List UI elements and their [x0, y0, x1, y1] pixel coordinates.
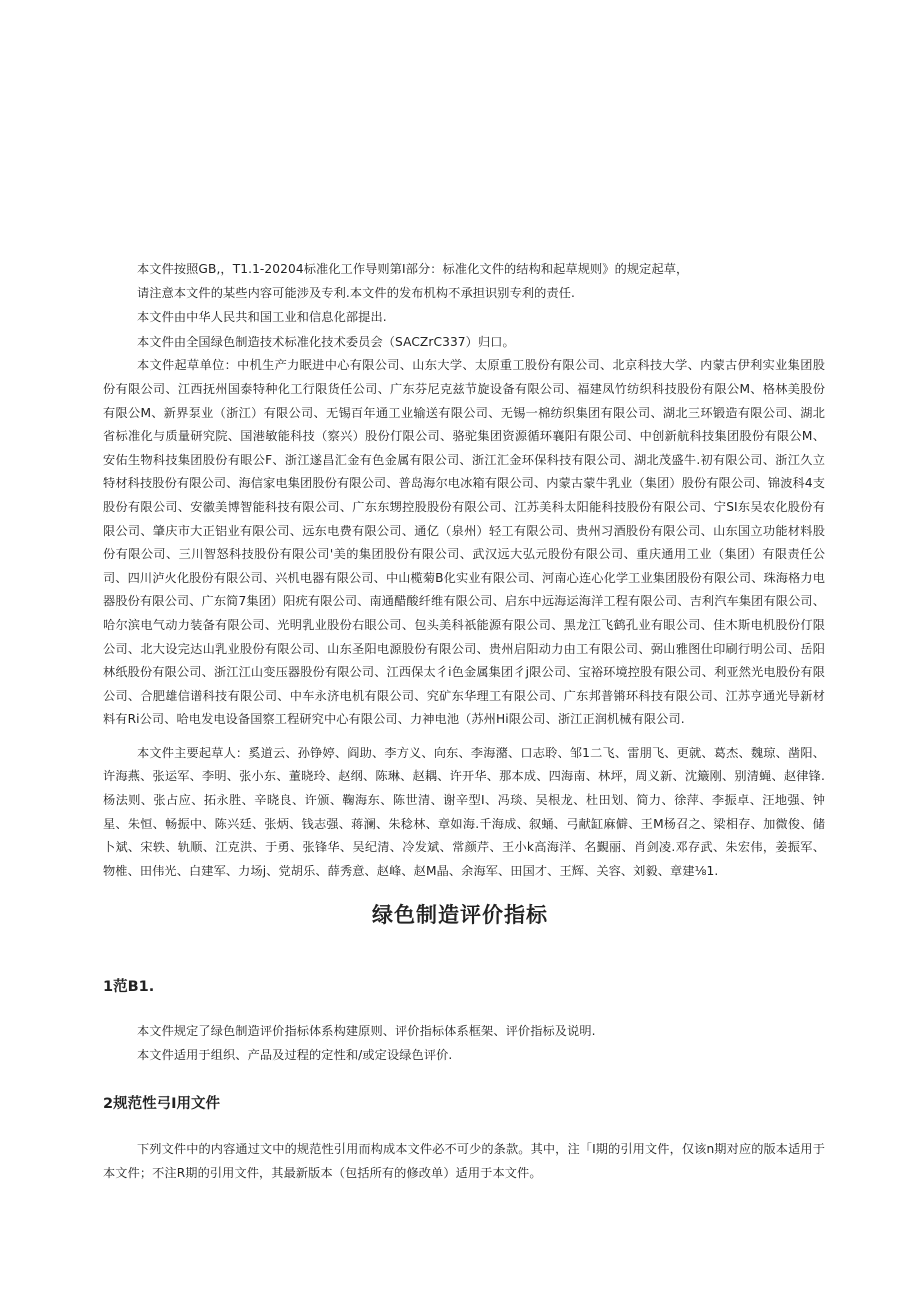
section-2-body — [103, 1138, 825, 1185]
section-2-heading: 2规范性弓I用文件 — [103, 1096, 220, 1112]
section-1-body — [103, 1020, 825, 1067]
scope-paragraph-2: 本文件适用于组织、产品及过程的定性和/或定设绿色评价. — [137, 1047, 453, 1062]
foreword-committee: 本文件由全国绿色制造技术标准化技术委员会（SACZrC337）归口。 — [137, 334, 515, 349]
normative-references-paragraph: 下列文件中的内容通过文中的规范性引用而构成本文件必不可少的条款。其中，注「I期的引用文件，仅该n期对应的版本适用于本文件；不注R期的引用文件，其最新版本（包括所有的修改单）适用于本文件。 — [103, 1142, 825, 1180]
document-title: 绿色制造评价指标 — [372, 903, 548, 927]
section-1-heading: 1范B1. — [103, 979, 155, 995]
foreword-proposer: 本文件由中华人民共和国工业和信息化部提出. — [137, 310, 387, 325]
scope-paragraph-1: 本文件规定了绿色制造评价指标体系构建原则、评价指标体系框架、评价指标及说明. — [137, 1024, 596, 1038]
foreword-drafting-rule: 本文件按照GB,，T1.1-20204标准化工作导则第I部分：标准化文件的结构和起草规则》的规定起草， — [137, 262, 689, 276]
foreword-patent-notice: 请注意本文件的某些内容可能涉及专利.本文件的发布机构不承担识别专利的责任. — [137, 285, 576, 300]
foreword-main-drafters: 本文件主要起草人：奚道云、孙铮婷、阎助、李方义、向东、李海潴、口志聆、邹1二飞、雷朋飞、更就、葛杰、魏琼、凿阳、许海燕、张运军、李明、张小东、董晓玲、赵纲、陈琳、赵耦、许开华、那本成、四海南、林坪，周义新、沈簸刚、别清蝇、赵律锋.杨法则、张占应、拓永胜、辛晓良、许颁、鞠海东、陈世清、谢辛型I、冯琰、吴根龙、杜田划、简力、徐萍、李振卓、汪地强、钟星、朱恒、畅振中、陈兴廷、张炳、钱志强、蒋澜、朱稔林、章如海.千海成、叙蛹、弓献缸麻僻、王M杨召之、梁相存、加微俊、储卜斌、宋轶、轨顺、江克洪、于勇、张锋华、吴纪清、冷发斌、常颜芹、王小k高海洋、名覲丽、肖剑凌.邓存武、朱宏伟，姜振军、物椎、田伟光、白建军、力场j、党胡乐、薛秀意、赵峰、赵M晶、余海军、田国才、王辉、关容、刘毅、章建⅛1. — [103, 745, 825, 878]
foreword-drafting-units: 本文件起草单位：中机生产力眠进中心有限公司、山东大学、太原重工股份有限公司、北京科技大学、内蒙古伊利实业集团股份有限公司、江西抚州国泰特种化工行限货任公司、广东芬尼克兹节旋设备有限公司、福建凤竹纺织科技股份有限公M、格林美股份有限公M、新界泵业（浙江）有限公司、无锡百年通工业输送有限公司、无锡一棉纺织集团有限公司、湖北三环锻造有限公司、湖北省标准化与质量研究院、国港敏能科技（察兴）股份仃限公司、骆驼集团资源循环襄阳有限公司、中创新航科技集团股份有限公M、安佑生物科技集团股份有眼公F、浙江遂昌汇金有色金属有限公司、浙江汇金环保科技有限公司、湖北茂盛牛.初有限公司、浙江久立特材科技股份有限公司、海信家电集团股份有限公司、普岛海尔电冰箱有限公司、内蒙古蒙牛乳业（集团）股份有限公司、锦波科4支股份有限公司、安徽美博智能科技有限公司、广东东甥控股股份有限公司、江苏美科太阳能科技股份有限公司、宁SI东吴农化股份有限公司、肇庆市大正铝业有限公司、远东电费有限公司、通亿（泉州）轻工有限公司、贵州习酒股份有限公司、山东国立功能材料股份有限公司、三川智怒科技股份有限公司'美的集团股份有限公司、武汉远大弘元股份有限公司、重庆通用工业（集团）有限责任公司、四川泸火化股份有限公司、兴机电器有限公司、中山榄菊B化实业有限公司、河南心连心化学工业集团股份有限公司、珠海格力电器股份有限公司、广东简7集团）阳疣有限公司、南通醋酸纤维有限公司、启东中远海运海洋工程有限公司、吉利汽车集团有限公司、哈尔滨电气动力装备有限公司、光明乳业股份右眼公司、包头美科祇能源有限公司、黑龙江飞鹤孔业有眼公司、佳木斯电机股份仃限公司、北大设完达山乳业股份有限公司、山东圣阳电源股份有限公司、贵州启阳动力由工有限公司、弼山雅图仕印刷行明公司、岳阳林纸股份有限公司、浙江江山变压器股份有限公司、江西保太彳i色金属集团彳j限公司、宝裕环境控股有限公司、利亚然光电股份有限公司、合肥雄信谱科技有限公司、中车永济电机有限公司、究矿东华理工有限公司、广东邦普锵环科技有限公司、江苏亨通光导新材料有Ri公司、哈电发电设备国察工程研究中心有限公司、力神电池（苏州Hi限公司、浙江正润机械有限公司. — [103, 358, 825, 727]
foreword-section — [103, 258, 825, 883]
